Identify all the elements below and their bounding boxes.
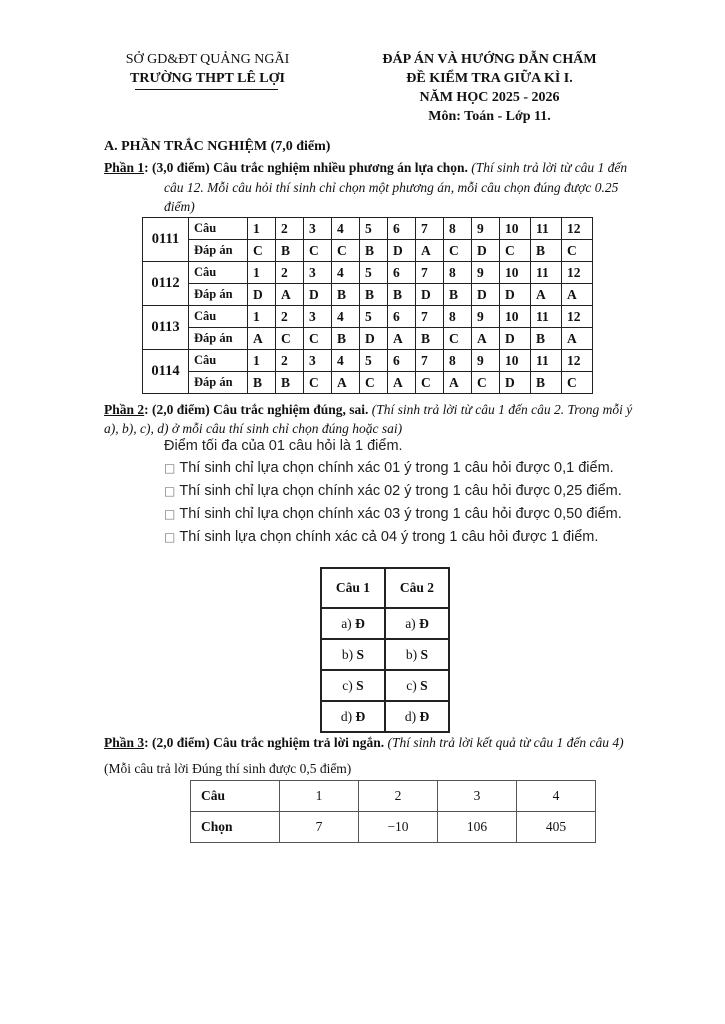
- exam-code: 0113: [143, 306, 189, 350]
- table-row: [321, 608, 449, 639]
- question-number: 1: [248, 262, 276, 284]
- answer-cell: C: [444, 328, 472, 350]
- table-row: [143, 328, 593, 350]
- question-number: 5: [360, 262, 388, 284]
- part1-heading: [104, 158, 664, 177]
- answer-cell: B: [276, 372, 304, 394]
- row-label: Đáp án: [189, 240, 248, 262]
- question-number: 3: [304, 262, 332, 284]
- question-number: 7: [416, 350, 444, 372]
- answer-cell: D: [416, 284, 444, 306]
- answer-value: Đ: [355, 708, 366, 724]
- question-number: 8: [444, 306, 472, 328]
- question-number: 12: [562, 262, 593, 284]
- answer-cell: [385, 670, 449, 701]
- title-line-1: ĐÁP ÁN VÀ HƯỚNG DẪN CHẤM: [382, 52, 597, 67]
- column-header: Câu 2: [385, 568, 449, 608]
- answer-cell: D: [388, 240, 416, 262]
- exam-code: 0111: [143, 218, 189, 262]
- answer-value: S: [420, 646, 429, 662]
- question-number: 3: [304, 218, 332, 240]
- question-number: 9: [472, 262, 500, 284]
- question-number: 1: [248, 218, 276, 240]
- answer-cell: B: [531, 372, 562, 394]
- table-row: [143, 284, 593, 306]
- answer-cell: D: [500, 372, 531, 394]
- answer-cell: [385, 701, 449, 732]
- answer-cell: C: [304, 372, 332, 394]
- checkbox-icon: □: [164, 461, 176, 475]
- part2-italic-2: a), b), c), d) ở mỗi câu thí sinh chỉ chọn đúng hoặc sai): [104, 421, 403, 436]
- question-number: 4: [332, 262, 360, 284]
- question-number: 3: [304, 306, 332, 328]
- answer-cell: D: [500, 328, 531, 350]
- answer-cell: A: [332, 372, 360, 394]
- part1-italic-1: (Thí sinh trả lời từ câu 1 đến: [471, 160, 628, 175]
- answer-cell: D: [472, 284, 500, 306]
- question-number: 12: [562, 218, 593, 240]
- table-row: [143, 218, 593, 240]
- part2-rule-4: □ Thí sinh lựa chọn chính xác cả 04 ý trong 1 câu hỏi được 1 điểm.: [164, 529, 599, 545]
- question-number: 10: [500, 262, 531, 284]
- question-number: 2: [359, 781, 438, 812]
- table-row: [143, 240, 593, 262]
- header-left: [100, 50, 315, 88]
- table-row: [191, 781, 596, 812]
- answer-cell: B: [531, 240, 562, 262]
- part2-rule-3: □ Thí sinh chỉ lựa chọn chính xác 03 ý trong 1 câu hỏi được 0,50 điểm.: [164, 506, 622, 522]
- answer-cell: C: [276, 328, 304, 350]
- answer-cell: A: [472, 328, 500, 350]
- question-number: 8: [444, 218, 472, 240]
- question-number: 11: [531, 350, 562, 372]
- question-number: 10: [500, 350, 531, 372]
- column-header: Câu 1: [321, 568, 385, 608]
- section-a-title: A. PHẦN TRẮC NGHIỆM (7,0 điểm): [104, 139, 331, 154]
- part3-bold: : (2,0 điểm) Câu trắc nghiệm trả lời ngắn.: [144, 735, 388, 750]
- question-number: 6: [388, 218, 416, 240]
- part2-bold: : (2,0 điểm) Câu trắc nghiệm đúng, sai.: [144, 402, 372, 417]
- answer-cell: 106: [438, 812, 517, 843]
- answer-cell: [321, 670, 385, 701]
- part2-italic-1: (Thí sinh trả lời từ câu 1 đến câu 2. Trong mỗi ý: [371, 402, 633, 417]
- answer-cell: B: [248, 372, 276, 394]
- school-name: TRƯỜNG THPT LÊ LỢI: [130, 71, 285, 86]
- answer-cell: B: [360, 284, 388, 306]
- answer-cell: C: [562, 372, 593, 394]
- part3-label: Phần 3: [104, 735, 145, 750]
- answer-cell: A: [562, 328, 593, 350]
- answer-value: S: [420, 677, 428, 693]
- item-prefix: c): [406, 677, 421, 693]
- question-number: 1: [248, 306, 276, 328]
- answer-cell: C: [304, 328, 332, 350]
- answer-cell: D: [472, 240, 500, 262]
- question-number: 2: [276, 350, 304, 372]
- question-number: 11: [531, 306, 562, 328]
- item-prefix: a): [405, 615, 420, 631]
- question-number: 2: [276, 306, 304, 328]
- question-number: 4: [332, 218, 360, 240]
- question-number: 2: [276, 262, 304, 284]
- table-row: [321, 670, 449, 701]
- question-number: 2: [276, 218, 304, 240]
- part1-label: Phần 1: [104, 160, 145, 175]
- title-line-2: ĐỀ KIỂM TRA GIỮA KÌ I.: [406, 71, 573, 86]
- header-underline: [135, 89, 278, 90]
- answer-cell: C: [360, 372, 388, 394]
- table-row: [143, 262, 593, 284]
- part2-label: Phần 2: [104, 402, 145, 417]
- answer-cell: [321, 639, 385, 670]
- row-label: Câu: [191, 781, 280, 812]
- item-prefix: b): [341, 646, 357, 662]
- answer-cell: 405: [517, 812, 596, 843]
- row-label: Đáp án: [189, 372, 248, 394]
- question-number: 4: [332, 350, 360, 372]
- answer-value: S: [356, 646, 365, 662]
- question-number: 10: [500, 218, 531, 240]
- question-number: 9: [472, 350, 500, 372]
- question-number: 7: [416, 262, 444, 284]
- part2-rule-1: □ Thí sinh chỉ lựa chọn chính xác 01 ý trong 1 câu hỏi được 0,1 điểm.: [164, 460, 614, 476]
- question-number: 7: [416, 306, 444, 328]
- table-row: [143, 372, 593, 394]
- part1-italic-2: câu 12. Mỗi câu hỏi thí sinh chỉ chọn một phương án, mỗi câu chọn đúng được 0.25: [164, 180, 619, 195]
- part1-italic-3: điểm): [164, 199, 195, 214]
- row-label: Câu: [189, 350, 248, 372]
- answer-cell: −10: [359, 812, 438, 843]
- question-number: 5: [360, 306, 388, 328]
- part2-answer-table: [320, 567, 450, 733]
- question-number: 1: [280, 781, 359, 812]
- answer-cell: [385, 608, 449, 639]
- question-number: 9: [472, 306, 500, 328]
- answer-cell: B: [531, 328, 562, 350]
- answer-value: S: [356, 677, 364, 693]
- row-label: Câu: [189, 218, 248, 240]
- item-prefix: b): [405, 646, 421, 662]
- answer-cell: A: [388, 328, 416, 350]
- answer-cell: B: [444, 284, 472, 306]
- question-number: 5: [360, 350, 388, 372]
- department-name: SỞ GD&ĐT QUẢNG NGÃI: [125, 52, 290, 67]
- answer-cell: [385, 639, 449, 670]
- part1-answer-table: [142, 217, 593, 394]
- table-row: [143, 350, 593, 372]
- question-number: 7: [416, 218, 444, 240]
- answer-cell: B: [360, 240, 388, 262]
- answer-cell: A: [388, 372, 416, 394]
- checkbox-icon: □: [164, 507, 176, 521]
- question-number: 1: [248, 350, 276, 372]
- answer-cell: C: [472, 372, 500, 394]
- question-number: 12: [562, 306, 593, 328]
- answer-cell: A: [276, 284, 304, 306]
- part1-bold: : (3,0 điểm) Câu trắc nghiệm nhiều phương án lựa chọn.: [144, 160, 472, 175]
- question-number: 11: [531, 218, 562, 240]
- question-number: 5: [360, 218, 388, 240]
- answer-value: Đ: [419, 708, 430, 724]
- answer-cell: C: [416, 372, 444, 394]
- part2-heading: [104, 400, 684, 419]
- question-number: 3: [438, 781, 517, 812]
- part2-max-score: Điểm tối đa của 01 câu hỏi là 1 điểm.: [164, 438, 403, 454]
- part3-answer-table: [190, 780, 596, 843]
- item-prefix: d): [340, 708, 356, 724]
- checkbox-icon: □: [164, 530, 176, 544]
- answer-cell: B: [276, 240, 304, 262]
- table-row: [191, 812, 596, 843]
- exam-code: 0112: [143, 262, 189, 306]
- answer-cell: C: [332, 240, 360, 262]
- part3-note: (Mỗi câu trả lời Đúng thí sinh được 0,5 điểm): [104, 761, 352, 776]
- answer-cell: A: [562, 284, 593, 306]
- answer-cell: D: [360, 328, 388, 350]
- item-prefix: a): [341, 615, 356, 631]
- answer-cell: C: [500, 240, 531, 262]
- row-label: Câu: [189, 262, 248, 284]
- question-number: 11: [531, 262, 562, 284]
- item-prefix: c): [342, 677, 357, 693]
- question-number: 3: [304, 350, 332, 372]
- answer-cell: [321, 608, 385, 639]
- exam-code: 0114: [143, 350, 189, 394]
- answer-cell: D: [500, 284, 531, 306]
- row-label: Đáp án: [189, 284, 248, 306]
- table-row: [321, 701, 449, 732]
- answer-cell: [321, 701, 385, 732]
- question-number: 12: [562, 350, 593, 372]
- title-line-4: Môn: Toán - Lớp 11.: [428, 109, 551, 124]
- answer-cell: B: [416, 328, 444, 350]
- answer-cell: 7: [280, 812, 359, 843]
- answer-cell: D: [304, 284, 332, 306]
- question-number: 4: [517, 781, 596, 812]
- question-number: 10: [500, 306, 531, 328]
- question-number: 9: [472, 218, 500, 240]
- part3-heading: [104, 733, 694, 752]
- answer-cell: B: [388, 284, 416, 306]
- question-number: 6: [388, 306, 416, 328]
- answer-cell: C: [444, 240, 472, 262]
- question-number: 8: [444, 262, 472, 284]
- question-number: 6: [388, 262, 416, 284]
- table-row: [321, 639, 449, 670]
- table-row: [143, 306, 593, 328]
- answer-cell: D: [248, 284, 276, 306]
- question-number: 8: [444, 350, 472, 372]
- part3-italic: (Thí sinh trả lời kết quả từ câu 1 đến câu 4): [387, 735, 624, 750]
- row-label: Đáp án: [189, 328, 248, 350]
- checkbox-icon: □: [164, 484, 176, 498]
- answer-cell: A: [248, 328, 276, 350]
- answer-cell: B: [332, 328, 360, 350]
- answer-cell: A: [531, 284, 562, 306]
- answer-cell: C: [562, 240, 593, 262]
- answer-cell: B: [332, 284, 360, 306]
- title-line-3: NĂM HỌC 2025 - 2026: [419, 90, 560, 105]
- answer-value: Đ: [419, 615, 429, 631]
- answer-cell: A: [416, 240, 444, 262]
- item-prefix: d): [404, 708, 420, 724]
- row-label: Chọn: [191, 812, 280, 843]
- answer-cell: A: [444, 372, 472, 394]
- question-number: 4: [332, 306, 360, 328]
- header-right: [352, 50, 627, 126]
- answer-value: Đ: [355, 615, 365, 631]
- table-header-row: [321, 568, 449, 608]
- question-number: 6: [388, 350, 416, 372]
- answer-cell: C: [304, 240, 332, 262]
- part2-rule-2: □ Thí sinh chỉ lựa chọn chính xác 02 ý trong 1 câu hỏi được 0,25 điểm.: [164, 483, 622, 499]
- answer-cell: C: [248, 240, 276, 262]
- row-label: Câu: [189, 306, 248, 328]
